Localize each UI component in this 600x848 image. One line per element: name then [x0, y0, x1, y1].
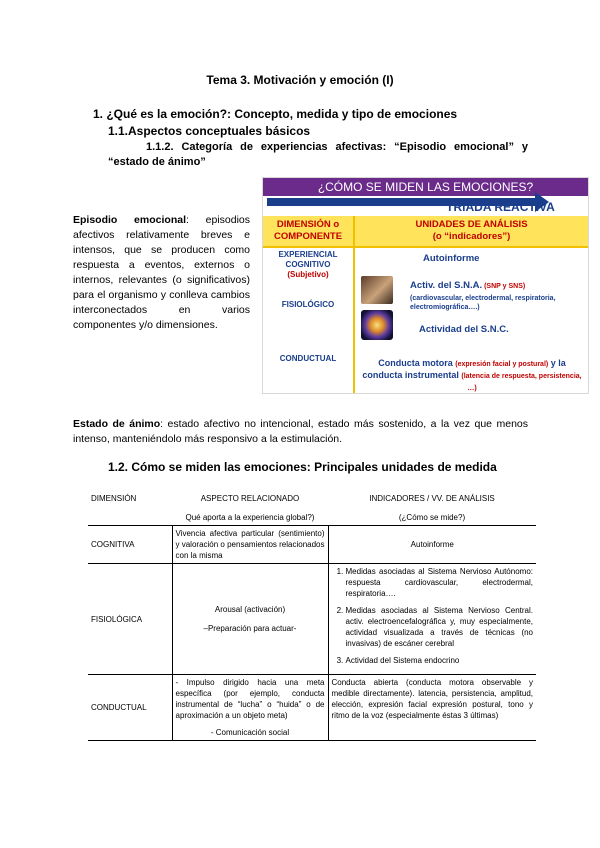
diagram-divider-horizontal — [263, 246, 588, 248]
row1-label1: EXPERIENCIAL — [278, 250, 338, 259]
diagram-row-experiencial — [263, 250, 353, 280]
table-header-row — [88, 491, 536, 526]
header-indicadores — [328, 491, 536, 526]
cell-dim-cognitiva: COGNITIVA — [88, 526, 172, 564]
sna-sub: (SNP y SNS) — [482, 283, 526, 290]
heading-number: 1.1.2. — [146, 141, 174, 153]
col-left-line1: DIMENSIÓN o — [276, 219, 340, 230]
diagram-col-units — [355, 216, 588, 246]
ind-snc: 2. Medidas asociadas al Sistema Nervioso Central. activ. electroencefalográfica y, muy especialmente, actividad visualizada a través de técnicas (no invasivas) de escáner cerebral — [346, 605, 534, 649]
diagram-row-conductual: CONDUCTUAL — [279, 354, 337, 363]
estado-text: : estado afectivo no intencional, estado más sostenido, a la vez que menos intenso, manteniéndolo más responsivo a la estimulación. — [73, 418, 528, 445]
aspecto-preparacion: –Preparación para actuar- — [203, 624, 297, 633]
aspecto-arousal: Arousal (activación) — [214, 605, 286, 614]
triada-label: TRIADA REACTIVA — [446, 200, 555, 214]
row1-label3: (Subjetivo) — [287, 270, 329, 279]
measurement-table — [88, 491, 536, 741]
cell-aspecto-conductual — [172, 675, 328, 741]
page-title: Tema 3. Motivación y emoción (I) — [206, 73, 394, 87]
cell-ind-fisiologica — [328, 564, 536, 675]
aspecto-comunicacion: - Comunicación social — [210, 728, 290, 737]
diagram-divider-vertical — [353, 216, 355, 393]
row1-units: Autoinforme — [423, 253, 480, 264]
row2-snc: Actividad del S.N.C. — [419, 324, 509, 335]
episodio-paragraph — [73, 213, 250, 333]
section-heading-1-2: 1.2. Cómo se miden las emociones: Principales unidades de medida — [108, 460, 497, 474]
row3-motora-sub: (expresión facial y postural) — [455, 361, 549, 368]
table-row — [88, 526, 536, 564]
header-dimension-label: DIMENSIÓN — [91, 494, 137, 503]
brain-scan-image — [361, 310, 393, 340]
table-row — [88, 675, 536, 741]
diagram-header: ¿CÓMO SE MIDEN LAS EMOCIONES? — [263, 178, 588, 196]
header-aspecto-sub: Qué aporta a la experiencia global?) — [185, 513, 315, 522]
cell-aspecto-fisiologica — [172, 564, 328, 675]
row3-instrumental: y la conducta instrumental — [362, 358, 566, 380]
cell-ind-conductual: Conducta abierta (conducta motora observable y medible directamente). latencia, persistencia, amplitud, elección, expresión facial expresión postural, tono y ritmo de la voz (especialmente éstas 3 últimas) — [328, 675, 536, 741]
physiology-photo — [361, 276, 393, 304]
section-heading-1: 1. ¿Qué es la emoción?: Concepto, medida y tipo de emociones — [93, 107, 458, 121]
col-left-line2: COMPONENTE — [273, 231, 343, 242]
row1-label2: COGNITIVO — [285, 260, 331, 269]
col-right-line2: (o “indicadores”) — [432, 231, 511, 242]
diagram-row-fisiologico: FISIOLÓGICO — [281, 300, 335, 309]
row2-sna-detail: (cardiovascular, electrodermal, respiratoria, electromiográfica….) — [410, 295, 556, 311]
ind-endocrino: 3. Actividad del Sistema endocrino — [346, 655, 534, 666]
table-row — [88, 564, 536, 675]
col-right-line1: UNIDADES DE ANÁLISIS — [415, 219, 528, 230]
row3-instrumental-sub: (latencia de respuesta, persistencia, …) — [461, 373, 582, 392]
row2-sna — [410, 280, 586, 292]
header-dimension — [88, 491, 172, 526]
heading-text: Categoría de experiencias afectivas: “Episodio emocional” y “estado de ánimo” — [108, 141, 528, 168]
row3-units — [359, 358, 585, 394]
episodio-text: : episodios afectivos relativamente breves e intensos, que se producen como respuesta a eventos, externos o internos, relevantes (o significativos) para el organismo y conlleva cambios interconectados en varios componentes y/o dimensiones. — [73, 214, 251, 331]
section-heading-1-1: 1.1.Aspectos conceptuales básicos — [108, 124, 311, 138]
header-aspecto — [172, 491, 328, 526]
episodio-term: Episodio emocional — [73, 214, 186, 226]
header-ind-label: INDICADORES / VV. DE ANÁLISIS — [369, 494, 495, 503]
cell-dim-conductual: CONDUCTUAL — [88, 675, 172, 741]
ind-list — [332, 566, 534, 666]
cell-aspecto-cognitiva: Vivencia afectiva particular (sentimiento) y valoración o pensamientos relacionados con la misma — [172, 526, 328, 564]
estado-paragraph — [73, 417, 528, 447]
measurement-diagram — [262, 177, 589, 394]
section-heading-1-1-2 — [108, 140, 528, 170]
header-ind-sub: (¿Cómo se mide?) — [398, 513, 466, 522]
estado-term: Estado de ánimo — [73, 418, 161, 430]
ind-sna: 1. Medidas asociadas al Sistema Nervioso Autónomo: respuesta cardiovascular, electrodermal, respiratoria…. — [346, 566, 534, 599]
row3-motora: Conducta motora — [378, 358, 456, 368]
cell-ind-cognitiva: Autoinforme — [328, 526, 536, 564]
diagram-col-dimension — [263, 216, 353, 246]
sna-label: Activ. del S.N.A. — [410, 280, 483, 291]
header-aspecto-label: ASPECTO RELACIONADO — [200, 494, 300, 503]
aspecto-impulso: - Impulso dirigido hacia una meta específica (por ejemplo, conducta instrumental de “lucha” o “huida” o de aproximación a un objeto meta) — [175, 678, 325, 720]
cell-dim-fisiologica: FISIOLÓGICA — [88, 564, 172, 675]
